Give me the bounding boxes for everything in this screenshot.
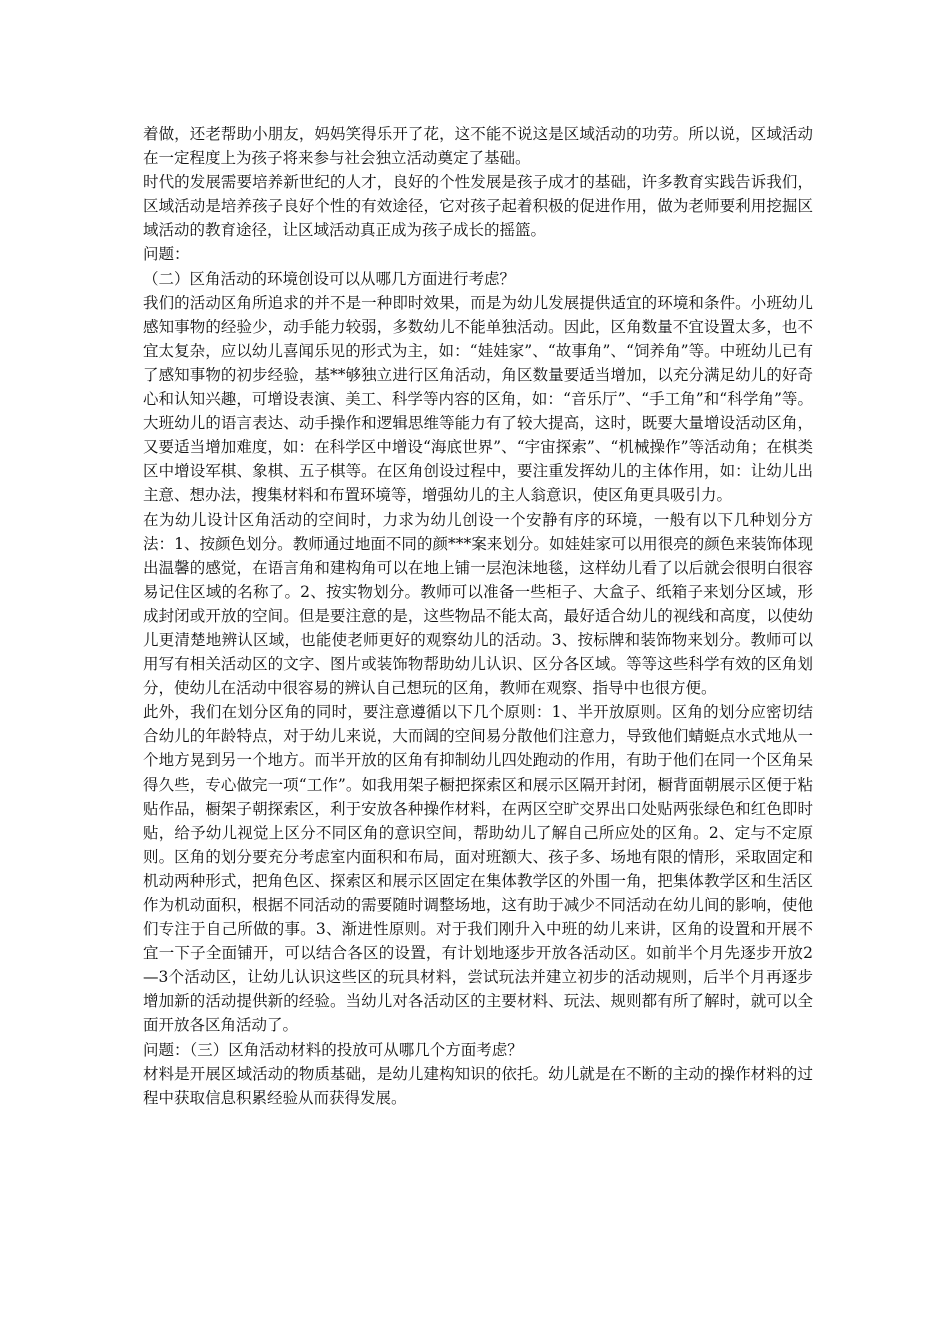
paragraph-environment-creation: 我们的活动区角所追求的并不是一种即时效果，而是为幼儿发展提供适宜的环境和条件。小班幼儿感知事物的经验少，动手能力较弱，多数幼儿不能单独活动。因此，区角数量不宜设置太多，也不宜太复杂，应以幼儿喜闻乐见的形式为主，如：“娃娃家”、“故事角”、“饲养角”等。中班幼儿已有了感知事物的初步经验，基**够独立进行区角活动，角区数量要适当增加，以充分满足幼儿的好奇心和认知兴趣，可增设表演、美工、科学等内容的区角，如：“音乐厅”、“手工角”和“科学角”等。大班幼儿的语言表达、动手操作和逻辑思维等能力有了较大提高，这时，既要大量增设活动区角，又要适当增加难度，如：在科学区中增设“海底世界”、“宇宙探索”、“机械操作”等活动角；在棋类区中增设军棋、象棋、五子棋等。在区角创设过程中，要注重发挥幼儿的主体作用，如：让幼儿出主意、想办法，搜集材料和布置环境等，增强幼儿的主人翁意识，使区角更具吸引力。 (143, 293, 813, 505)
section-heading-3: 问题：（三）区角活动材料的投放可从哪几个方面考虑？ (143, 1040, 523, 1059)
paragraph-materials: 材料是开展区域活动的物质基础，是幼儿建构知识的依托。幼儿就是在不断的主动的操作材料的过程中获取信息积累经验从而获得发展。 (143, 1064, 813, 1107)
paragraph-era-development: 时代的发展需要培养新世纪的人才，良好的个性发展是孩子成才的基础，许多教育实践告诉我们，区域活动是培养孩子良好个性的有效途径，它对孩子起着积极的促进作用，做为老师要利用挖掘区域活动的教育途径，让区域活动真正成为孩子成长的摇篮。 (143, 173, 813, 240)
paragraph-intro-continuation: 着做，还老帮助小朋友，妈妈笑得乐开了花，这不能不说这是区域活动的功劳。所以说，区域活动在一定程度上为孩子将来参与社会独立活动奠定了基础。 (143, 125, 813, 168)
paragraph-division-principles: 此外，我们在划分区角的同时，要注意遵循以下几个原则：1、半开放原则。区角的划分应密切结合幼儿的年龄特点，对于幼儿来说，大而阔的空间易分散他们注意力，导致他们蜻蜓点水式地从一个地方晃到另一个地方。而半开放的区角有抑制幼儿四处跑动的作用，有助于他们在同一个区角呆得久些，专心做完一项“工作”。如我用架子橱把探索区和展示区隔开封闭，橱背面朝展示区便于粘贴作品，橱架子朝探索区，利于安放各种操作材料，在两区空旷交界出口处贴两张绿色和红色即时贴，给予幼儿视觉上区分不同区角的意识空间，帮助幼儿了解自己所应处的区角。2、定与不定原则。区角的划分要充分考虑室内面积和布局，面对班额大、孩子多、场地有限的情形，采取固定和机动两种形式，把角色区、探索区和展示区固定在集体教学区的外围一角，把集体教学区和生活区作为机动面积，根据不同活动的需要随时调整场地，这有助于减少不同活动在幼儿间的影响，使他们专注于自己所做的事。3、渐进性原则。对于我们刚升入中班的幼儿来讲，区角的设置和开展不宜一下子全面铺开，可以结合各区的设置，有计划地逐步开放各活动区。如前半个月先逐步开放2—3个活动区，让幼儿认识这些区的玩具材料，尝试玩法并建立初步的活动规则，后半个月再逐步增加新的活动提供新的经验。当幼儿对各活动区的主要材料、玩法、规则都有所了解时，就可以全面开放各区角活动了。 (143, 703, 813, 1035)
section-heading-2: （二）区角活动的环境创设可以从哪几方面进行考虑？ (143, 269, 516, 288)
document-page (143, 122, 813, 1110)
question-label: 问题： (143, 245, 190, 264)
paragraph-space-division: 在为幼儿设计区角活动的空间时，力求为幼儿创设一个安静有序的环境，一般有以下几种划分方法：1、按颜色划分。教师通过地面不同的颜***案来划分。如娃娃家可以用很亮的颜色来装饰体现出温馨的感觉，在语言角和建构角可以在地上铺一层泡沫地毯，这样幼儿看了以后就会很明白很容易记住区域的名称了。2、按实物划分。教师可以准备一些柜子、大盒子、纸箱子来划分区域，形成封闭或开放的空间。但是要注意的是，这些物品不能太高，最好适合幼儿的视线和高度，以使幼儿更清楚地辨认区域，也能使老师更好的观察幼儿的活动。3、按标牌和装饰物来划分。教师可以用写有相关活动区的文字、图片或装饰物帮助幼儿认识、区分各区域。等等这些科学有效的区角划分，使幼儿在活动中很容易的辨认自己想玩的区角，教师在观察、指导中也很方便。 (143, 510, 813, 698)
